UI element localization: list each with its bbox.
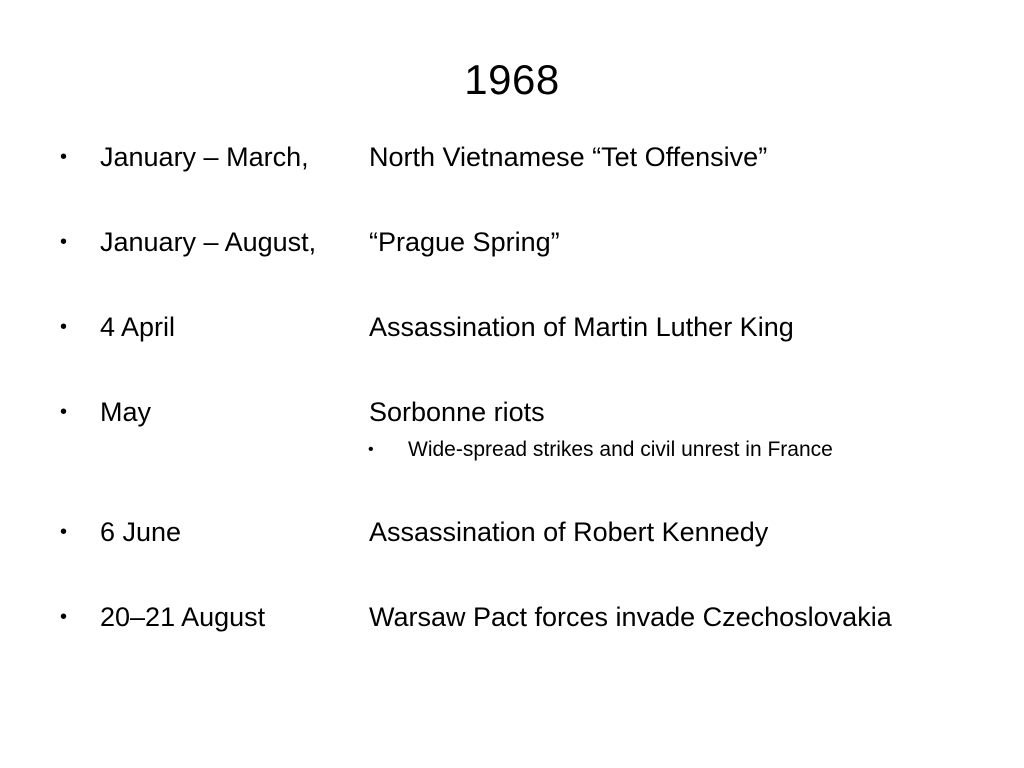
- event-item: [0, 137, 1024, 177]
- event-sub-text: Wide-spread strikes and civil unrest in France: [408, 438, 833, 461]
- event-description: Assassination of Robert Kennedy: [369, 517, 769, 547]
- bullet-icon: •: [60, 521, 68, 543]
- event-item: [0, 222, 1024, 262]
- event-description: Warsaw Pact forces invade Czechoslovakia: [369, 602, 892, 632]
- bullet-icon: •: [60, 231, 68, 253]
- event-item: [0, 307, 1024, 347]
- bullet-icon: •: [60, 316, 68, 338]
- event-date: January – March,: [100, 142, 309, 172]
- event-sub-item: [0, 435, 1024, 465]
- event-item: [0, 392, 1024, 432]
- event-item: [0, 597, 1024, 637]
- sub-bullet-icon: •: [368, 441, 374, 458]
- event-description: North Vietnamese “Tet Offensive”: [369, 142, 768, 172]
- event-date: January – August,: [100, 227, 317, 257]
- event-description: “Prague Spring”: [369, 227, 560, 257]
- event-date: 4 April: [100, 312, 176, 342]
- bullet-icon: •: [60, 606, 68, 628]
- event-description: Sorbonne riots: [369, 397, 545, 427]
- event-date: 20–21 August: [100, 602, 266, 632]
- event-date: 6 June: [100, 517, 182, 547]
- bullet-icon: •: [60, 401, 68, 423]
- slide-title: 1968: [464, 56, 560, 103]
- bullet-icon: •: [60, 146, 68, 168]
- event-item: [0, 512, 1024, 552]
- event-date: May: [100, 397, 152, 427]
- event-description: Assassination of Martin Luther King: [369, 312, 794, 342]
